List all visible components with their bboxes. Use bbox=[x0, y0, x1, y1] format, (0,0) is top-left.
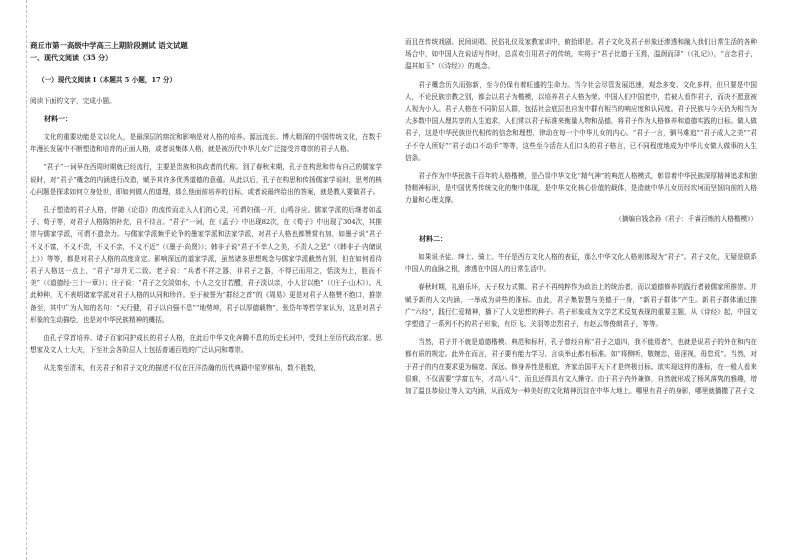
paragraph: 春秋时期，礼崩乐坏，天子权力式微。君子不再纯粹作为政治上的统治者，而以道德修养的践行者被儒家所推崇。并赋予新的人文内涵，一举成为讲些的准标。由此，君子集智慧与美德于一身，“新君子群体”产生。新君子群体通过推广“六经”，践行仁爱精神，播下了人文思想的种子。君子形象成为文学艺术反复表现的重要主题，从《诗经》起，中国文学塑造了一系列不朽的君子形象，有臣飞、关羽等忠烈君子，有赵云等俊朗君子，等等。 bbox=[405, 283, 757, 329]
paragraph: 孔子塑造的君子人格，伴随《论语》的流传而走入人们的心灵，可谓妇孺一开，山鸣谷应。儒家学派的后继者如孟子、荀子等，对君子人格陈纳补充，自不待言。“君子”一词，在《孟子》中出现82次，在《荀子》中出现了304次，其推崇与儒家学派，可谓不遗余力。与儒家学派频乎论争的墨家学派和法家学派，对君子人格也都赞赏有加，如墨子说“君子不义不富，不义不贵，不义不亲，不义不近”（《墨子·尚贤》）；韩非子说“君子不幸人之美，不责人之恶”（《韩非子·内储说上》）等等，都是对君子人格的高度肯定。影响深远的道家学派，虽然诸多思想观念与儒家学派截然有别，但在如何看待君子人格这一点上，“君子”却并无二致。老子说：“兵者不祥之器，非君子之器，不得已而用之，恬淡为上，胜而不美”（《道德经·三十一章》）；庄子说：“君子之交淡如水，小人之交甘若醴，君子淡以亲，小人甘以绝”（《庄子·山木》）。凡此种种，无不表明诸家学派对君子人格的认同和珍许。至于被誉为“群经之首”的《周易》更是对君子人格赞不绝口，推崇备至，其中广为人知的名句：“天行健，君子以自强不息”“地势坤，君子以厚德载物”，张岱年等哲学家认为，这是对君子形象的生动描绘，也是对中华民族精神的概括。 bbox=[30, 206, 382, 324]
binding-margin bbox=[0, 0, 27, 560]
paragraph: 文化的重要功能是文以化人，是最深层的熔淀和影响是对人格的培养。源远流长、博大精深的中国传统文化，在数千年漫长发展中不断塑造和培育的正面人格，或者说集体人格，就是被历代中华儿女广泛接受并尊崇的君子人格。 bbox=[30, 133, 382, 154]
exam-title: 商丘市第一高级中学高三上期阶段测试 语文试题 bbox=[30, 41, 188, 50]
left-column bbox=[30, 40, 382, 375]
instruction: 阅读下面的文字，完成小题。 bbox=[30, 96, 116, 105]
subsection-heading: （一）现代文阅读 I（本题共 5 小题，17 分） bbox=[38, 76, 177, 85]
paragraph: 而且在传统戏剧、民间说唱、民俗礼仪及家教家训中，俯拾即是。君子文化及君子形象还渗透和融入我们日常生活的各种场合中，如中国人在说话写作时，总喜欢引用君子的传统，实将于“君子比德于玉焉，温润而泽”（《礼记》），“言念君子，温其如玉”（《诗经》）的观念。 bbox=[405, 38, 757, 71]
paragraph: 如果说圣徒、绅士、骑士、牛仔是西方文化人格的表征，那么中华文化人格则体现为“君子”。君子文化，无疑是联系中国人的血脉之根，渗透在中国人的日常生活中。 bbox=[405, 253, 757, 274]
source-citation: （摘编自钱念孙《君子：千睿百炼的人格楷模》） bbox=[615, 214, 757, 223]
right-column bbox=[405, 36, 757, 397]
material-two-heading: 材料二： bbox=[419, 233, 447, 243]
paragraph: “君子”一词早在西周时期就已经流行，主要是贵族和执政者的代称。到了春秋末期，孔子在构思和传布自己的儒家学说时，对“君子”概念的内涵进行改造，赋予其许多优秀道德的意蕴。从此以后，孔子在构思和传扬儒家学说时，思考的核心问题是探求如何立身处世，即如何做人的道理，那么他面前培养的目标，或者说最终给出的答案，就是教人要做君子。 bbox=[30, 163, 382, 196]
paragraph: 由孔子穿首培养、诸子百家同护成长的君子人格，在此后中华文化奔腾不息的历史长河中，受到上至历代政治家、思想家及文人士大夫，下至社会各阶层人士包括普通百姓的广泛认同和尊崇。 bbox=[30, 334, 382, 355]
paragraph: 从先秦至清末，有关君子和君子文化的描述不仅在汪洋浩瀚的历代典籍中星罗棋布，数不胜数， bbox=[43, 364, 321, 373]
material-one-heading: 材料一： bbox=[44, 113, 72, 123]
paragraph: 君子作为中华民族千百年的人格楷模，是凸显中华文化“精气神”的典范人格模式，彰显着中华民族深厚精神追求和独特精神标识，是中国优秀传统文化的集中体现，是中华文化核心价值的载体，是造就中华儿女历经坎坷而坚韧向前的人格力量和心理支撑。 bbox=[405, 172, 757, 205]
section-heading: 一、现代文阅读（35 分） bbox=[30, 53, 113, 63]
paragraph: 君子概念历久而弥新，至今仍保有着旺盛的生命力。当今社会尽管发展迅速，观念多变、文化多样，但只要是中国人，不论民族宗教之别，都会以君子为楷模，以培养君子人格为荣。中国人们中国老中，若被人看作君子，而决不愿意被人视为小人。君子人格在不同阶层人群，包括社会底层也自发中群有相当的响应度和认同度。君子民族与今天仍为相当为大多数中国人理共享的人生追求，人们常以君子标准来衡量人物和品德，将君子作为人格修养和道德实践的目标。做人做君子，这是中华民族世代相传的信念和理想，律动在每一个中华儿女的内心。“君子一言，驷马难追”“君子成人之美”“君子不夺人所好”“君子动口不动手”等等，这些至今活在人们口头的君子格言，已不同程度地成为中华儿女做人做事的人生信条。 bbox=[405, 80, 757, 162]
paragraph: 当然，君子并不就是道德楷模、典范和标杆，孔子曾经自称“君子之道四，我不能焉者”，也就是说君子的外在和内在都有质的规定。此外在而言，君子要有能力学习、言谈举止都有标准。如“将侧听，敬婉忠，毋淫视，毋怠荒”。当然，对于君子的内在要求更为偏宽、深远。修身养性是根底，齐家治国平天下才是终极目标。欲实现这样的准标，在一般人看来很难，不仅需要“学富五车，才高八斗”，而且还得具有文人操守。由于君子内外兼修，自然就形成了杨风落隽的雅趣，增加了温良恭俭让等人文内涵，从而成为一种美好的文化精神沉淀在中华大地上。哪里有君子的身影，哪里就播撒了君子文 bbox=[405, 338, 757, 396]
